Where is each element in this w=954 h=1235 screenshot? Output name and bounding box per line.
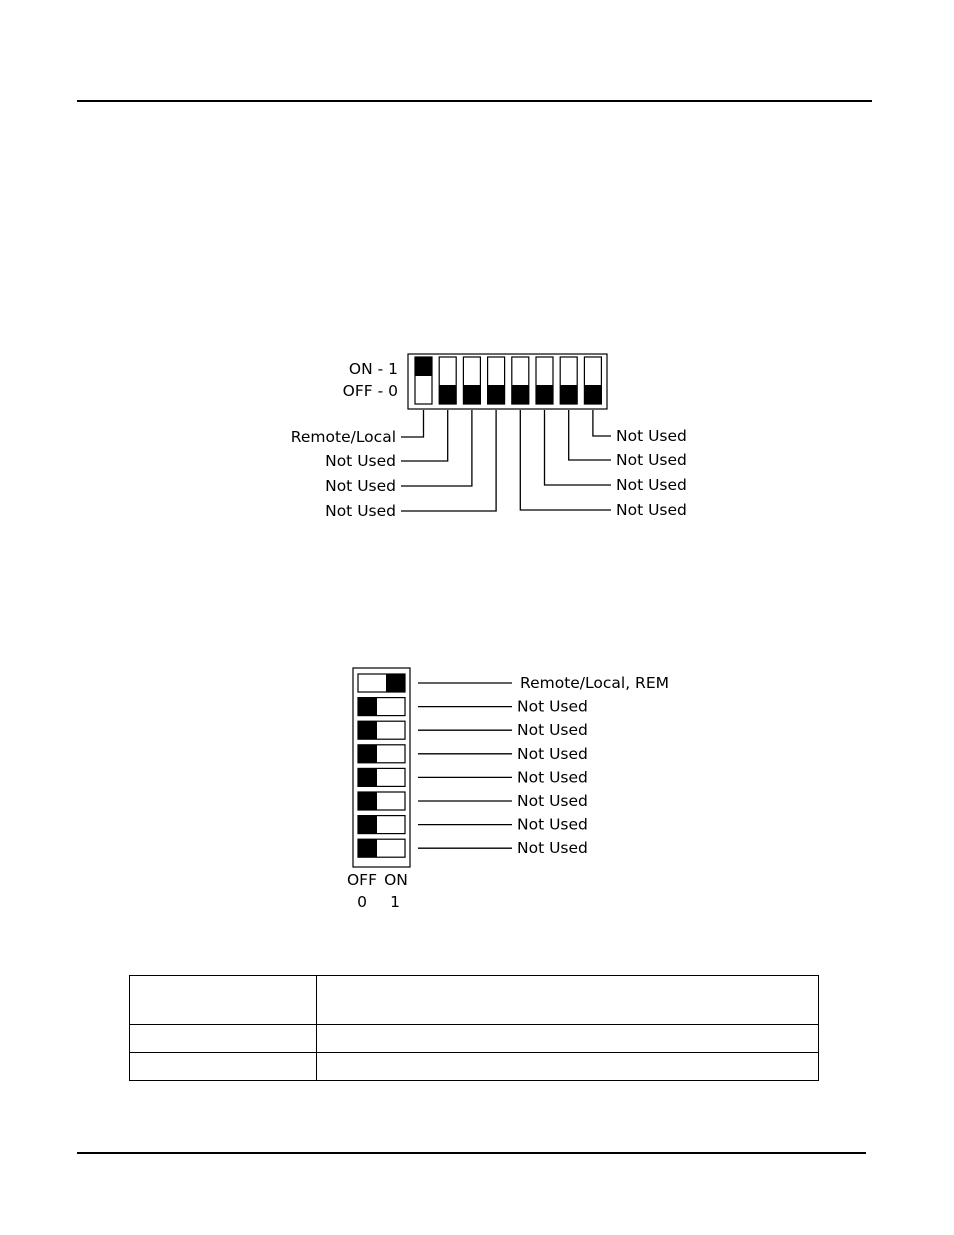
table-cell [317,1053,819,1081]
switch-label: Not Used [616,451,687,469]
switch-label: Not Used [325,502,396,520]
settings-table [129,975,819,1081]
table-row [130,1025,819,1053]
on-value: 1 [390,893,400,911]
switch-label: Not Used [517,744,588,763]
off-value: 0 [357,893,367,911]
switch-label: Not Used [517,792,588,810]
switch-knob [358,816,377,834]
switch-knob [358,721,377,739]
switch-label: Not Used [325,477,396,495]
switch-knob [386,674,405,692]
switch-label: Not Used [517,815,588,834]
table-cell [317,1025,819,1053]
off-label: OFF [346,871,378,889]
switch-knob [358,839,377,857]
switch-knob [358,768,377,786]
on-label: ON - 1 [348,360,398,378]
switch-label: Not Used [517,721,588,740]
table-cell [130,976,317,1025]
switch-label: Not Used [325,452,396,470]
switch-label: Not Used [517,768,588,787]
switch-label: Not Used [616,501,687,519]
switch-label: Remote/Local, REM [520,674,669,692]
table-cell [130,1053,317,1081]
switch-label: Remote/Local [290,428,396,446]
off-label: OFF - 0 [342,382,398,400]
switch-knob [358,745,377,763]
switch-knob [358,698,377,716]
switch-label: Not Used [517,839,588,858]
switch-label: Not Used [517,697,588,716]
switch-label: Not Used [616,427,687,445]
footer-rule [77,1152,866,1154]
switch-label: Not Used [616,476,687,494]
on-label: ON [384,871,408,889]
table-cell [130,1025,317,1053]
table-row [130,1053,819,1081]
table-row [130,976,819,1025]
switch-knob [358,792,377,810]
table-cell [317,976,819,1025]
